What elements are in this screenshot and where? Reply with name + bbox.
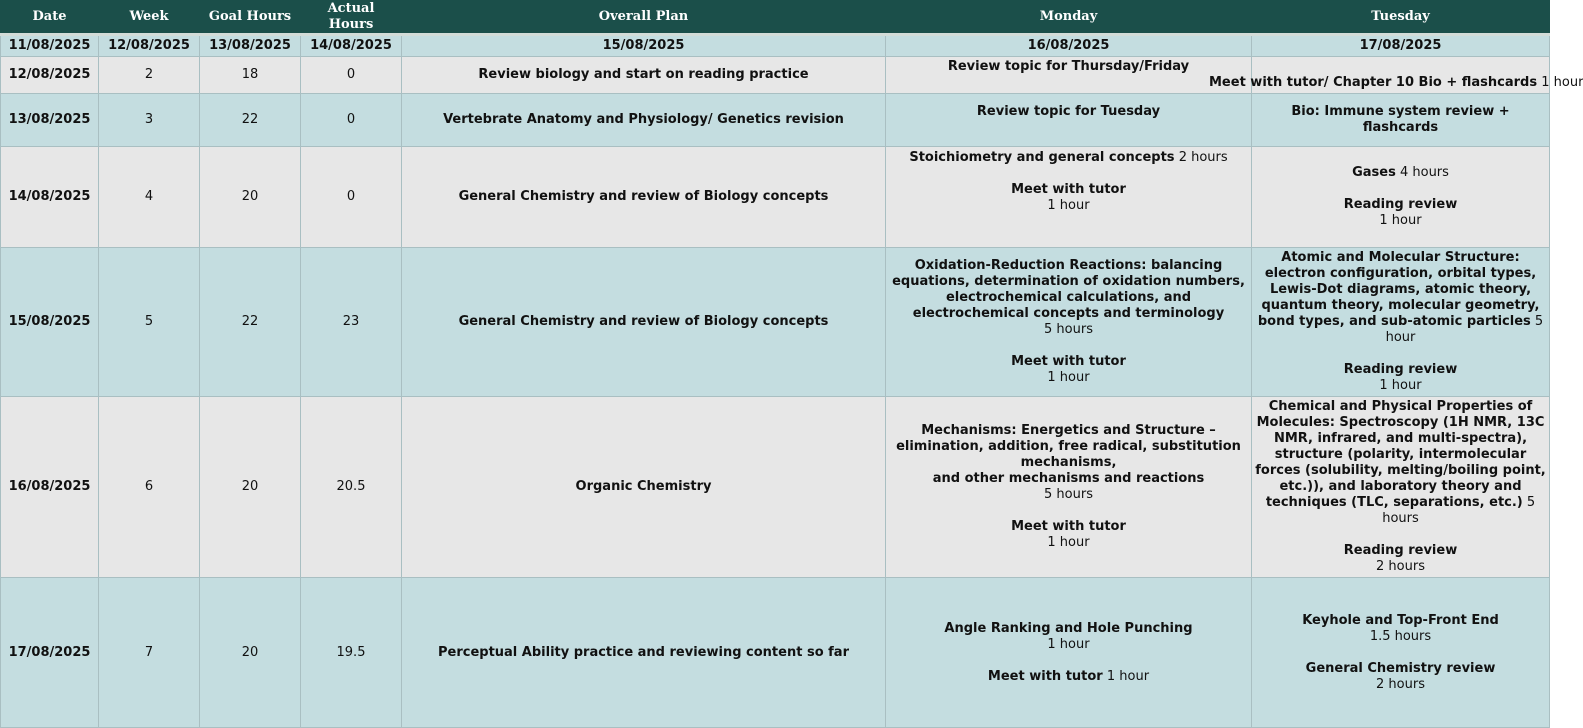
task-title: Meet with tutor (987, 668, 1103, 684)
date-cell[interactable]: 13/08/2025 (1, 94, 99, 147)
actual-hours-cell[interactable]: 0 (301, 147, 402, 248)
table-row (1, 57, 1550, 94)
task-hours: 1 hour (1047, 535, 1090, 550)
overall-plan-cell[interactable]: Vertebrate Anatomy and Physiology/ Genetics revision (402, 94, 886, 147)
subheader-cell[interactable]: 17/08/2025 (1252, 35, 1550, 57)
monday-cell[interactable] (886, 397, 1252, 578)
goal-hours-cell[interactable]: 18 (200, 57, 301, 94)
task-title: Atomic and Molecular Structure: electron configuration, orbital types, Lewis-Dot diagrams, atomic theory, quantum theory, molecular geometry, bond types, and sub-atomic particles (1257, 250, 1540, 329)
task-hours: 2 hours (1178, 150, 1228, 165)
task-hours: 2 hours (1376, 676, 1425, 692)
header-overall-plan[interactable]: Overall Plan (402, 1, 886, 35)
task-title: Meet with tutor (1011, 182, 1126, 197)
table-row (1, 578, 1550, 728)
task-title: Mechanisms: Energetics and Structure – elimination, addition, free radical, substitution mechanisms, (896, 423, 1241, 470)
task-hours: 1 hour (1047, 636, 1090, 652)
date-cell[interactable]: 12/08/2025 (1, 57, 99, 94)
actual-hours-cell[interactable]: 19.5 (301, 578, 402, 728)
task-title: General Chemistry review (1305, 660, 1496, 676)
date-cell[interactable]: 17/08/2025 (1, 578, 99, 728)
task-hours: 5 hours (1044, 487, 1093, 502)
week-cell[interactable]: 4 (99, 147, 200, 248)
week-cell[interactable]: 5 (99, 248, 200, 397)
task-title: Meet with tutor (1011, 519, 1126, 534)
monday-cell[interactable] (886, 248, 1252, 397)
task-hours: 4 hours (1399, 165, 1449, 180)
header-goal-hours[interactable]: Goal Hours (200, 1, 301, 35)
tuesday-cell[interactable] (1209, 57, 1583, 94)
subheader-cell[interactable]: 11/08/2025 (1, 35, 99, 57)
subheader-cell[interactable]: 12/08/2025 (99, 35, 200, 57)
task-title-cont: and other mechanisms and reactions (932, 471, 1205, 486)
actual-hours-cell[interactable]: 0 (301, 94, 402, 147)
date-cell[interactable]: 14/08/2025 (1, 147, 99, 248)
header-week[interactable]: Week (99, 1, 200, 35)
goal-hours-cell[interactable]: 20 (200, 147, 301, 248)
task-title: Stoichiometry and general concepts (909, 150, 1175, 165)
task-hours: 1 hour (1047, 370, 1090, 385)
week-cell[interactable]: 3 (99, 94, 200, 147)
task-hours: 2 hours (1376, 559, 1425, 574)
date-cell[interactable]: 16/08/2025 (1, 397, 99, 578)
task-title: Gases (1352, 165, 1396, 180)
overall-plan-cell[interactable]: General Chemistry and review of Biology concepts (402, 248, 886, 397)
task-hours: 1 hour (1541, 75, 1583, 90)
actual-hours-cell[interactable]: 0 (301, 57, 402, 94)
task-title: Angle Ranking and Hole Punching (944, 620, 1193, 636)
goal-hours-cell[interactable]: 20 (200, 578, 301, 728)
task-hours: 5 hour (1385, 314, 1544, 345)
monday-cell[interactable] (886, 57, 1252, 94)
subheader-cell[interactable]: 16/08/2025 (886, 35, 1252, 57)
overall-plan-cell[interactable]: Organic Chemistry (402, 397, 886, 578)
subheader-cell[interactable]: 15/08/2025 (402, 35, 886, 57)
header-row (1, 1, 1550, 35)
date-subheader-row (1, 35, 1550, 57)
task-title: Meet with tutor (1011, 354, 1126, 369)
overall-plan-cell[interactable]: Perceptual Ability practice and reviewing content so far (402, 578, 886, 728)
goal-hours-cell[interactable]: 22 (200, 248, 301, 397)
week-cell[interactable]: 6 (99, 397, 200, 578)
overall-plan-cell[interactable]: General Chemistry and review of Biology concepts (402, 147, 886, 248)
task-title: Oxidation-Reduction Reactions: balancing equations, determination of oxidation numbers, electrochemical calculations, and electrochemical concepts and terminology (892, 258, 1245, 321)
tuesday-cell[interactable] (1252, 578, 1550, 728)
actual-hours-cell[interactable]: 23 (301, 248, 402, 397)
monday-cell[interactable] (886, 578, 1252, 728)
task-hours: 1 hour (1379, 213, 1422, 228)
monday-cell[interactable] (886, 94, 1252, 147)
task-title: Bio: Immune system review + flashcards (1291, 104, 1510, 135)
actual-hours-cell[interactable]: 20.5 (301, 397, 402, 578)
task-hours: 1 hour (1047, 198, 1090, 213)
table-row (1, 248, 1550, 397)
task-title: Reading review (1343, 197, 1458, 212)
header-tuesday[interactable]: Tuesday (1252, 1, 1550, 35)
task-title: Review topic for Thursday/Friday (947, 59, 1190, 74)
overall-plan-cell[interactable]: Review biology and start on reading practice (402, 57, 886, 94)
week-cell[interactable]: 7 (99, 578, 200, 728)
monday-cell[interactable] (886, 147, 1252, 248)
task-hours: 1 hour (1106, 668, 1150, 684)
task-title: Meet with tutor/ Chapter 10 Bio + flashcards (1209, 75, 1538, 90)
tuesday-cell[interactable] (1252, 147, 1550, 248)
subheader-cell[interactable]: 13/08/2025 (200, 35, 301, 57)
subheader-cell[interactable]: 14/08/2025 (301, 35, 402, 57)
task-hours: 5 hours (1044, 322, 1093, 337)
task-title: Chemical and Physical Properties of Molecules: Spectroscopy (1H NMR, 13C NMR, infrared, and multi-spectra), structure (polarity, intermolecular forces (solubility, melting/boiling point, etc.)), and laboratory theory and techniques (TLC, separations, etc.) (1255, 399, 1546, 510)
task-title: Keyhole and Top-Front End (1302, 612, 1499, 628)
date-cell[interactable]: 15/08/2025 (1, 248, 99, 397)
header-monday[interactable]: Monday (886, 1, 1252, 35)
task-hours: 1.5 hours (1369, 628, 1432, 644)
week-cell[interactable]: 2 (99, 57, 200, 94)
clipped-content (1209, 75, 1583, 91)
table-row (1, 397, 1550, 578)
task-hours: 1 hour (1379, 378, 1422, 393)
tuesday-cell[interactable] (1252, 94, 1550, 147)
table-row (1, 147, 1550, 248)
task-title: Reading review (1343, 362, 1458, 377)
header-date[interactable]: Date (1, 1, 99, 35)
goal-hours-cell[interactable]: 22 (200, 94, 301, 147)
task-title: Reading review (1343, 543, 1458, 558)
task-title: Review topic for Tuesday (976, 104, 1161, 119)
tuesday-cell[interactable] (1252, 248, 1550, 397)
goal-hours-cell[interactable]: 20 (200, 397, 301, 578)
task-hours: 5 hours (1382, 495, 1536, 526)
table-row (1, 94, 1550, 147)
tuesday-cell[interactable] (1252, 397, 1550, 578)
header-actual-hours[interactable]: Actual Hours (301, 1, 402, 35)
